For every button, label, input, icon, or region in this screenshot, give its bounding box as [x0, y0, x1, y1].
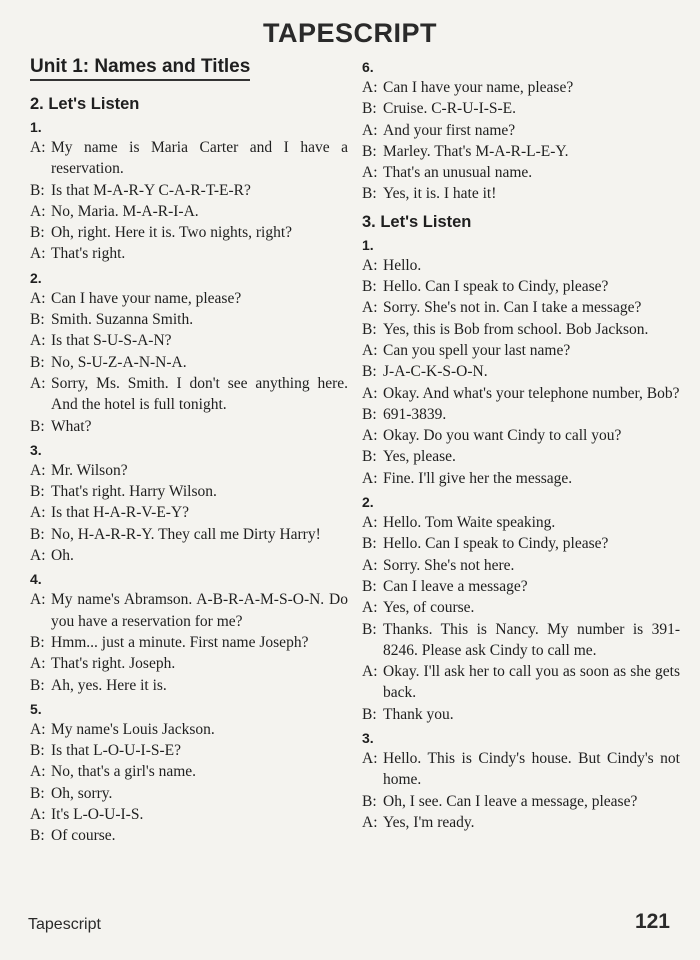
speaker-label: B:	[30, 417, 45, 435]
dialogue-line	[362, 183, 680, 204]
speaker-label: B:	[30, 483, 45, 501]
speaker-label: A:	[30, 332, 46, 350]
line-text: Is that L-O-U-I-S-E?	[51, 742, 181, 760]
line-text: Smith. Suzanna Smith.	[51, 311, 194, 329]
line-text: That's right. Harry Wilson.	[51, 483, 217, 501]
dialogue-line	[362, 383, 680, 404]
dialogue-block	[30, 571, 348, 695]
dialogue-line	[30, 653, 348, 674]
speaker-label: B:	[30, 827, 45, 845]
dialogue-line	[362, 468, 680, 489]
line-text: Can I leave a message?	[383, 577, 528, 595]
page-title: TAPESCRIPT	[262, 18, 437, 48]
dialogue-line	[30, 373, 348, 416]
dialogue-line	[362, 576, 680, 597]
line-text: No, Maria. M-A-R-I-A.	[51, 202, 199, 220]
line-text: Thank you.	[383, 705, 454, 723]
dialogue-line	[362, 120, 680, 141]
line-text: Hello.	[383, 256, 422, 274]
dialogue-line	[362, 141, 680, 162]
dialogue-line	[362, 98, 680, 119]
dialogue-line	[362, 512, 680, 533]
speaker-label: A:	[362, 663, 378, 681]
dialogue-line	[30, 416, 348, 437]
dialogue-line	[30, 783, 348, 804]
line-text: Oh, sorry.	[51, 784, 113, 802]
line-text: Ah, yes. Here it is.	[51, 676, 167, 694]
dialogue-line	[30, 719, 348, 740]
speaker-label: A:	[30, 591, 46, 609]
dialogue-line	[30, 825, 348, 846]
speaker-label: B:	[30, 784, 45, 802]
speaker-label: A:	[30, 547, 46, 565]
dialogue-line	[362, 533, 680, 554]
speaker-label: A:	[30, 504, 46, 522]
dialogue-line	[362, 255, 680, 276]
speaker-label: A:	[30, 245, 46, 263]
dialogue-block	[362, 59, 680, 205]
line-text: Hello. Can I speak to Cindy, please?	[383, 535, 609, 553]
dialogue-number: 6.	[362, 59, 374, 75]
dialogue-line	[362, 555, 680, 576]
dialogue-block	[30, 270, 348, 437]
speaker-label: A:	[362, 79, 378, 96]
dialogue-line	[362, 661, 680, 704]
dialogue-line	[30, 352, 348, 373]
line-text: Sorry, Ms. Smith. I don't see anything here. And the hotel is full tonight.	[51, 374, 348, 414]
unit-title: Unit 1: Names and Titles	[30, 56, 250, 81]
line-text: Is that H-A-R-V-E-Y?	[51, 504, 190, 522]
line-text: No, that's a girl's name.	[51, 763, 197, 781]
section-title-lets-listen-3: 3. Let's Listen	[362, 212, 472, 231]
line-text: That's an unusual name.	[383, 164, 533, 182]
line-text: My name is Maria Carter and I have a reservation.	[51, 139, 348, 178]
speaker-label: A:	[30, 806, 46, 824]
left-column	[30, 54, 348, 847]
speaker-label: A:	[30, 720, 46, 738]
dialogue-line	[30, 243, 348, 264]
speaker-label: B:	[362, 705, 377, 723]
dialogue-line	[362, 404, 680, 425]
dialogue-line	[30, 222, 348, 243]
dialogue-line	[30, 330, 348, 351]
dialogue-line	[30, 137, 348, 180]
line-text: Yes, I'm ready.	[383, 813, 475, 831]
dialogue-line	[30, 740, 348, 761]
line-text: Is that S-U-S-A-N?	[51, 332, 172, 350]
speaker-label: A:	[30, 202, 46, 220]
page-number: 121	[634, 910, 670, 933]
dialogue-line	[362, 812, 680, 833]
speaker-label: A:	[362, 384, 378, 402]
dialogue-line	[362, 446, 680, 467]
speaker-label: A:	[30, 374, 46, 392]
dialogue-line	[30, 481, 348, 502]
line-text: And your first name?	[383, 121, 516, 139]
dialogue-number: 1.	[362, 236, 374, 253]
dialogue-block	[362, 494, 680, 725]
dialogue-line	[30, 201, 348, 222]
line-text: Yes, this is Bob from school. Bob Jackson.	[383, 320, 649, 338]
line-text: It's L-O-U-I-S.	[51, 806, 144, 824]
speaker-label: B:	[30, 311, 45, 329]
speaker-label: A:	[362, 299, 378, 317]
speaker-label: B:	[30, 353, 45, 371]
dialogue-number: 4.	[30, 571, 42, 588]
dialogue-line	[30, 502, 348, 523]
line-text: Fine. I'll give her the message.	[383, 469, 573, 487]
dialogue-line	[362, 319, 680, 340]
line-text: Hmm... just a minute. First name Joseph?	[51, 633, 309, 651]
dialogue-number: 2.	[30, 269, 42, 286]
dialogue-number: 5.	[30, 700, 42, 717]
line-text: Hello. Tom Waite speaking.	[383, 514, 556, 532]
dialogue-number: 2.	[362, 494, 374, 511]
line-text: Oh, I see. Can I leave a message, please?	[383, 792, 638, 810]
dialogue-line	[362, 704, 680, 725]
speaker-label: B:	[362, 535, 377, 553]
line-text: Mr. Wilson?	[51, 461, 128, 479]
speaker-label: B:	[362, 185, 377, 203]
right-column	[362, 54, 680, 833]
line-text: Hello. This is Cindy's house. But Cindy's not home.	[383, 750, 680, 789]
dialogue-line	[30, 545, 348, 566]
dialogue-number: 3.	[362, 730, 374, 747]
dialogue-line	[30, 761, 348, 782]
dialogue-number: 3.	[30, 441, 42, 458]
dialogue-line	[362, 340, 680, 361]
dialogue-line	[362, 791, 680, 812]
dialogue-line	[30, 309, 348, 330]
line-text: Okay. And what's your telephone number, Bob?	[383, 384, 680, 402]
dialogue-line	[30, 632, 348, 653]
speaker-label: A:	[30, 763, 46, 781]
speaker-label: B:	[362, 577, 377, 595]
speaker-label: A:	[362, 164, 378, 182]
dialogue-line	[362, 297, 680, 318]
line-text: What?	[51, 417, 92, 435]
dialogue-number: 1.	[30, 119, 42, 135]
line-text: Can I have your name, please?	[51, 289, 242, 307]
speaker-label: B:	[30, 224, 45, 242]
speaker-label: A:	[362, 427, 378, 445]
line-text: J-A-C-K-S-O-N.	[383, 363, 488, 381]
right-dialogue-list	[362, 237, 680, 833]
speaker-label: B:	[362, 363, 377, 381]
line-text: No, S-U-Z-A-N-N-A.	[51, 353, 187, 371]
line-text: My name's Abramson. A-B-R-A-M-S-O-N. Do you have a reservation for me?	[51, 591, 348, 630]
dialogue-line	[30, 675, 348, 696]
speaker-label: B:	[362, 792, 377, 810]
dialogue-line	[30, 524, 348, 545]
dialogue-block	[30, 119, 348, 265]
line-text: Thanks. This is Nancy. My number is 391-8246. Please ask Cindy to call me.	[383, 620, 680, 659]
speaker-label: B:	[362, 278, 377, 296]
line-text: Sorry. She's not in. Can I take a message?	[383, 299, 642, 317]
speaker-label: A:	[362, 750, 378, 768]
speaker-label: B:	[30, 676, 45, 694]
line-text: Can I have your name, please?	[383, 79, 574, 96]
speaker-label: B:	[362, 620, 377, 638]
speaker-label: B:	[362, 320, 377, 338]
line-text: Yes, of course.	[383, 599, 475, 617]
line-text: Oh.	[51, 547, 74, 565]
speaker-label: A:	[362, 341, 378, 359]
speaker-label: A:	[362, 556, 378, 574]
dialogue-line	[362, 361, 680, 382]
line-text: Cruise. C-R-U-I-S-E.	[383, 100, 517, 118]
line-text: Okay. I'll ask her to call you as soon as she gets back.	[383, 663, 680, 702]
line-text: 691-3839.	[383, 405, 447, 423]
speaker-label: B:	[30, 633, 45, 651]
line-text: Is that M-A-R-Y C-A-R-T-E-R?	[51, 181, 251, 199]
dialogue-block	[30, 442, 348, 566]
speaker-label: A:	[362, 256, 378, 274]
line-text: Okay. Do you want Cindy to call you?	[383, 427, 622, 445]
line-text: My name's Louis Jackson.	[51, 720, 215, 738]
line-text: Marley. That's M-A-R-L-E-Y.	[383, 142, 569, 160]
dialogue-line	[362, 597, 680, 618]
dialogue-line	[30, 180, 348, 201]
speaker-label: B:	[30, 181, 45, 199]
speaker-label: A:	[362, 599, 378, 617]
dialogue-line	[30, 804, 348, 825]
line-text: Yes, it is. I hate it!	[383, 185, 497, 203]
dialogue-line	[362, 425, 680, 446]
speaker-label: A:	[362, 514, 378, 532]
speaker-label: A:	[362, 121, 378, 139]
right-top-dialogue	[362, 59, 680, 205]
speaker-label: B:	[362, 100, 377, 118]
dialogue-block	[30, 701, 348, 847]
dialogue-line	[362, 162, 680, 183]
speaker-label: B:	[362, 405, 377, 423]
line-text: Can you spell your last name?	[383, 341, 571, 359]
speaker-label: A:	[30, 139, 46, 156]
dialogue-line	[362, 619, 680, 662]
line-text: Sorry. She's not here.	[383, 556, 515, 574]
speaker-label: A:	[362, 469, 378, 487]
line-text: Yes, please.	[383, 448, 456, 466]
dialogue-line	[30, 589, 348, 632]
line-text: That's right. Joseph.	[51, 655, 176, 673]
line-text: No, H-A-R-R-Y. They call me Dirty Harry!	[51, 525, 321, 543]
dialogue-block	[362, 237, 680, 489]
line-text: Hello. Can I speak to Cindy, please?	[383, 278, 609, 296]
speaker-label: B:	[30, 525, 45, 543]
dialogue-block	[362, 730, 680, 833]
left-dialogue-list	[30, 119, 348, 847]
section-title-lets-listen-2: 2. Let's Listen	[30, 95, 140, 113]
footer-label: Tapescript	[28, 916, 101, 933]
speaker-label: A:	[30, 289, 46, 307]
speaker-label: B:	[362, 142, 377, 160]
dialogue-line	[362, 276, 680, 297]
speaker-label: B:	[362, 448, 377, 466]
dialogue-line	[30, 288, 348, 309]
line-text: Of course.	[51, 827, 116, 845]
line-text: Oh, right. Here it is. Two nights, right?	[51, 224, 293, 242]
speaker-label: A:	[30, 461, 46, 479]
speaker-label: A:	[30, 655, 46, 673]
dialogue-line	[362, 748, 680, 791]
dialogue-line	[362, 77, 680, 98]
speaker-label: B:	[30, 742, 45, 760]
dialogue-line	[30, 460, 348, 481]
line-text: That's right.	[51, 245, 126, 263]
speaker-label: A:	[362, 813, 378, 831]
